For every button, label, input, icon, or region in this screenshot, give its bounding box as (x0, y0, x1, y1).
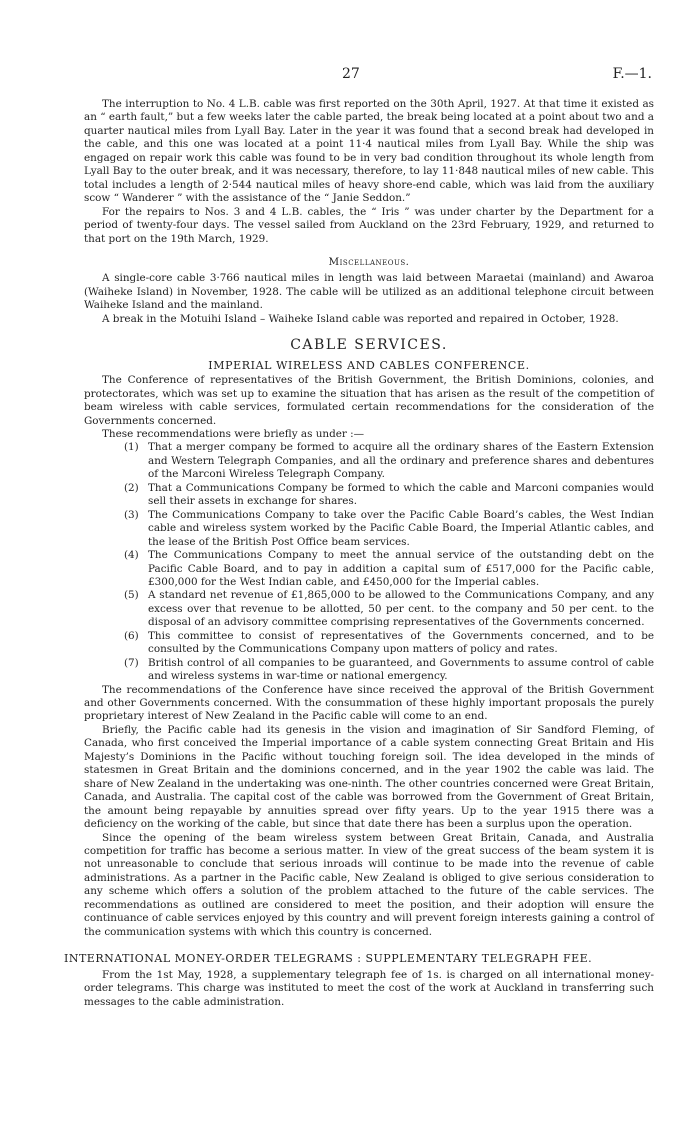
list-item-text: This committee to consist of representatives of the Governments concerned, and to be consulted by the Communications Company upon matters of policy and rates. (148, 629, 654, 656)
list-item-text: British control of all companies to be guaranteed, and Governments to assume control of cable and wireless systems in war-time or national emergency. (148, 656, 654, 683)
list-item (84, 482, 654, 509)
recommendations-list (84, 441, 654, 683)
list-item (84, 441, 654, 481)
list-item-number: (3) (124, 508, 139, 521)
list-item (84, 509, 654, 549)
list-item-text: That a Communications Company be formed to which the cable and Marconi companies would sell their assets in exchange for shares. (148, 481, 654, 508)
list-item (84, 549, 654, 589)
heading-miscellaneous: Miscellaneous. (328, 255, 410, 268)
list-item-text: A standard net revenue of £1,865,000 to be allowed to the Communications Company, and any excess over that revenue to be allotted, 50 per cent. to the company and 50 per cent. to the disposal of an advisory committee comprising representatives of the Governments concerned. (148, 589, 654, 629)
list-item (84, 630, 654, 657)
section-title-cable-services: CABLE SERVICES. (290, 337, 448, 354)
list-item-number: (4) (124, 549, 139, 562)
paragraph-single-core-cable: A single-core cable 3·766 nautical miles in length was laid between Maraetai (mainland) and Awaroa (Waiheke Island) in November, 1928. The cable will be utilized as an additional telephone circuit between Waiheke Island and the mainland. (84, 272, 654, 312)
paragraph-supplementary-fee: From the 1st May, 1928, a supplementary telegraph fee of 1s. is charged on all international money-order telegrams. This charge was instituted to meet the cost of the work at Auckland in transferring such messages to the cable administration. (84, 968, 654, 1008)
document-reference: F.—1. (612, 66, 652, 82)
paragraph-motuihi-break: A break in the Motuihi Island – Waiheke Island cable was reported and repaired in October, 1928. (102, 312, 619, 325)
list-item-number: (1) (124, 441, 139, 454)
page-number: 27 (342, 66, 360, 82)
section-subtitle-conference: IMPERIAL WIRELESS AND CABLES CONFERENCE. (208, 358, 530, 372)
list-item-number: (7) (124, 656, 139, 669)
list-item (84, 657, 654, 684)
paragraph-list-intro: These recommendations were briefly as under :— (102, 427, 365, 440)
paragraph-cable-interruption: The interruption to No. 4 L.B. cable was first reported on the 30th April, 1927. At that time it existed as an “ earth fault,” but a few weeks later the cable parted, the break being located at a point about two and a quarter nautical miles from Lyall Bay. Later in the year it was found that a second break had developed in the cable, and this one was located at a point 11·4 nautical miles from Lyall Bay. While the ship was engaged on repair work this cable was found to be in very bad condition throughout its whole length from Lyall Bay to the outer break, and it was necessary, therefore, to lay 11·848 nautical miles of new cable. This total includes a length of 2·544 nautical miles of heavy shore-end cable, which was laid from the auxiliary scow “ Wanderer ” with the assistance of the “ Janie Seddon.” (84, 98, 654, 205)
list-item-text: The Communications Company to take over the Pacific Cable Board’s cables, the West Indian cable and wireless system worked by the Pacific Cable Board, the Imperial Atlantic cables, and the lease of the British Post Office beam services. (148, 508, 654, 548)
paragraph-iris-charter: For the repairs to Nos. 3 and 4 L.B. cables, the “ Iris ” was under charter by the Department for a period of twenty-four days. The vessel sailed from Auckland on the 23rd February, 1929, and returned to that port on the 19th March, 1929. (84, 205, 654, 245)
paragraph-beam-competition: Since the opening of the beam wireless system between Great Britain, Canada, and Australia competition for traffic has become a serious matter. In view of the great success of the beam system it is not unreasonable to conclude that serious inroads will continue to be made into the revenue of cable administrations. As a partner in the Pacific cable, New Zealand is obliged to give serious consideration to any scheme which offers a solution of the problem attached to the future of the cable services. The recommendations as outlined are considered to meet the position, and their adoption will ensure the continuance of cable services enjoyed by this country and will prevent foreign interests gaining a control of the communication systems with which this country is concerned. (84, 831, 654, 938)
list-item-number: (2) (124, 481, 139, 494)
paragraph-pacific-cable-history: Briefly, the Pacific cable had its genesis in the vision and imagination of Sir Sandford Fleming, of Canada, who first conceived the Imperial importance of a cable system connecting Great Britain and His Majesty’s Dominions in the Pacific without touching foreign soil. The idea developed in the minds of statesmen in Great Britain and the dominions concerned, and in the year 1902 the cable was laid. The share of New Zealand in the undertaking was one-ninth. The other countries concerned were Great Britain, Canada, and Australia. The capital cost of the cable was borrowed from the Government of Great Britain, the amount being repayable by annuities spread over fifty years. Up to the year 1915 there was a deficiency on the working of the cable, but since that date there has been a surplus upon the operation. (84, 723, 654, 831)
list-item-text: That a merger company be formed to acquire all the ordinary shares of the Eastern Extension and Western Telegraph Companies, and all the ordinary and preference shares and debentures of the Marconi Wireless Telegraph Company. (148, 441, 654, 481)
paragraph-conference-intro: The Conference of representatives of the British Government, the British Dominions, colonies, and protectorates, which was set up to examine the situation that has arisen as the result of the competition of beam wireless with cable services, formulated certain recommendations for the consideration of the Governments concerned. (84, 374, 654, 427)
list-item-number: (5) (124, 589, 139, 602)
list-item (84, 589, 654, 629)
list-item-number: (6) (124, 629, 139, 642)
page-body (64, 98, 654, 1009)
list-item-text: The Communications Company to meet the annual service of the outstanding debt on the Pacific Cable Board, and to pay in addition a capital sum of £517,000 for the Pacific cable, £300,000 for the West Indian cable, and £450,000 for the Imperial cables. (148, 549, 654, 588)
heading-money-order-telegrams: INTERNATIONAL MONEY-ORDER TELEGRAMS : SUPPLEMENTARY TELEGRAPH FEE. (64, 952, 593, 966)
paragraph-approval: The recommendations of the Conference have since received the approval of the British Government and other Governments concerned. With the consummation of these highly important proposals the purely proprietary interest of New Zealand in the Pacific cable will come to an end. (84, 683, 654, 723)
